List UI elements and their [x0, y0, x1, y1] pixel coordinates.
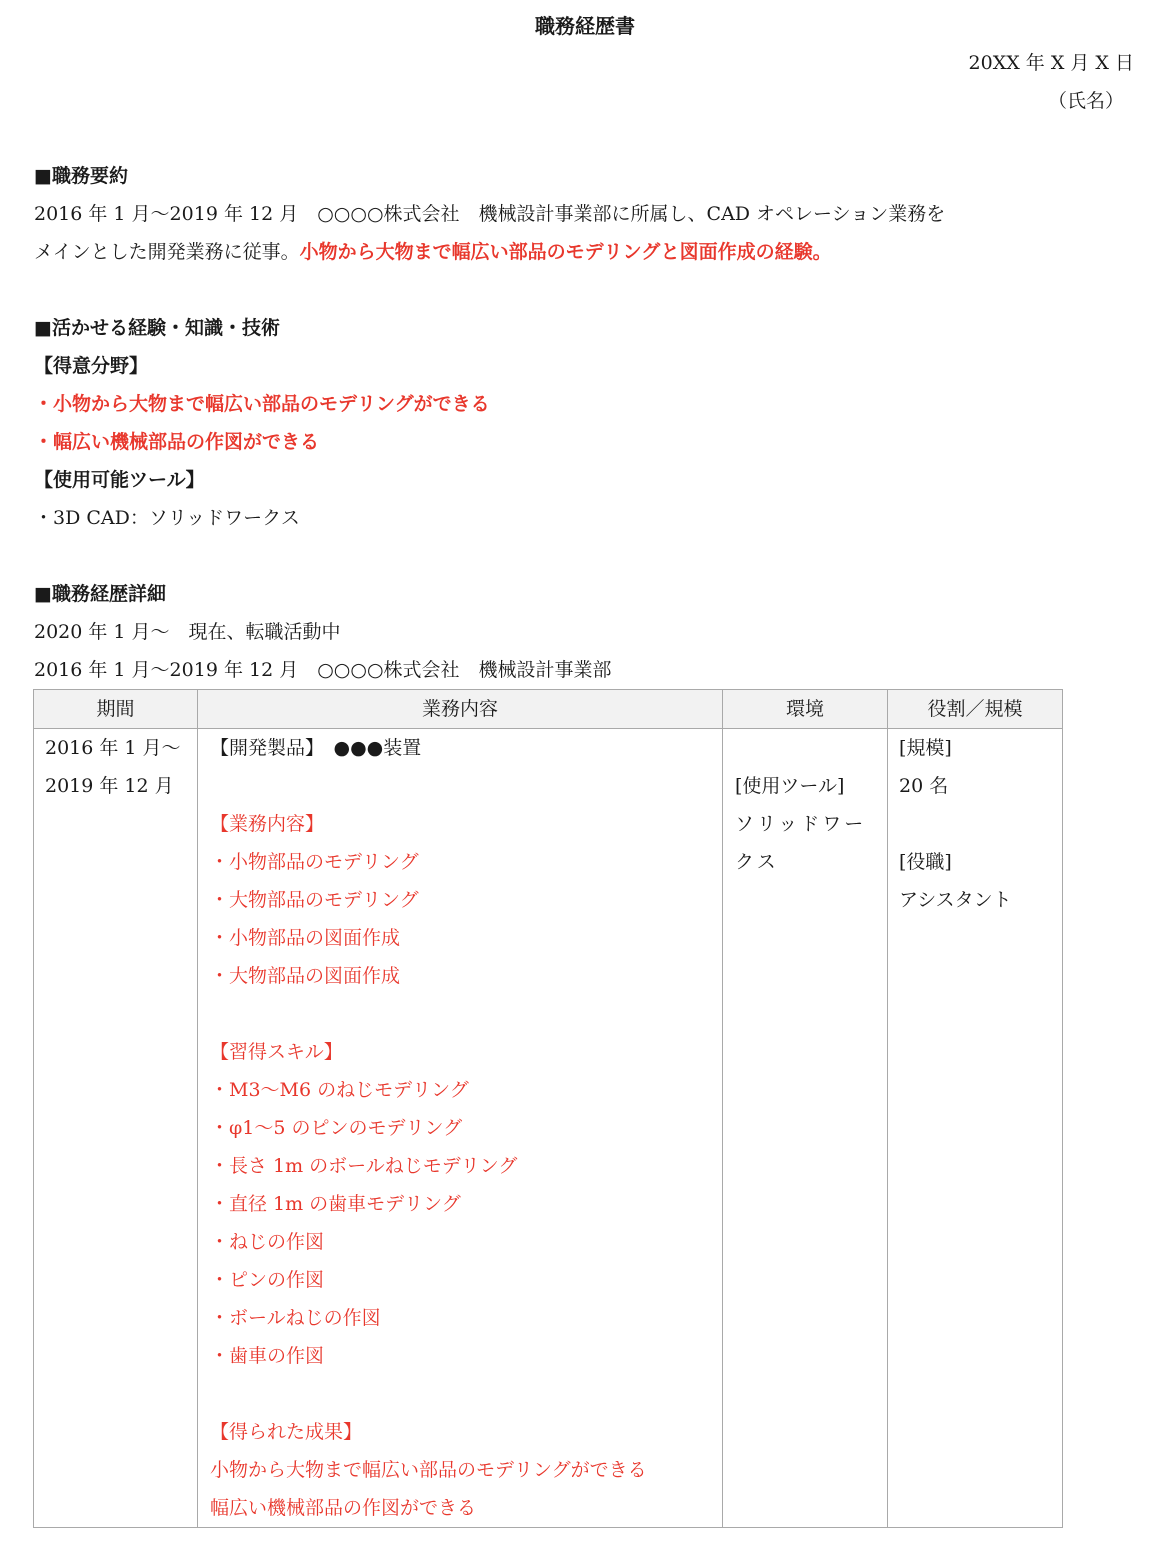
summary-line-2-highlight: 小物から大物まで幅広い部品のモデリングと図面作成の経験。 — [299, 241, 832, 263]
env-label: [使用ツール] — [735, 775, 845, 797]
document-title: 職務経歴書 — [535, 14, 635, 38]
summary-line-1: 2016 年 1 月〜2019 年 12 月 ○○○○株式会社 機械設計事業部に所属し、CAD オペレーション業務を — [34, 203, 946, 225]
header-content: 業務内容 — [198, 690, 723, 729]
acquired-item: ・歯車の作図 — [210, 1345, 325, 1367]
role-value: アシスタント — [899, 889, 1012, 911]
header-environment: 環境 — [723, 690, 888, 729]
period-end: 2019 年 12 月 — [45, 775, 174, 797]
details-line-current: 2020 年 1 月〜 現在、転職活動中 — [34, 621, 341, 643]
table-row — [34, 729, 1063, 1528]
product-line: 【開発製品】 ●●●装置 — [210, 737, 422, 759]
result-item: 幅広い機械部品の作図ができる — [210, 1497, 477, 1519]
acquired-item: ・ボールねじの作図 — [210, 1307, 381, 1329]
period-cell — [34, 729, 198, 1528]
tasks-heading: 【業務内容】 — [210, 813, 325, 835]
scale-value: 20 名 — [899, 775, 949, 797]
scale-label: [規模] — [899, 737, 952, 759]
role-scale-cell — [888, 729, 1063, 1528]
acquired-item: ・ねじの作図 — [210, 1231, 325, 1253]
task-item: ・大物部品の図面作成 — [210, 965, 401, 987]
strength-item: ・小物から大物まで幅広い部品のモデリングができる — [34, 393, 490, 415]
header-period: 期間 — [34, 690, 198, 729]
career-table — [33, 689, 1063, 1528]
strengths-heading: 【得意分野】 — [34, 355, 149, 377]
applicant-name: （氏名） — [1047, 90, 1124, 112]
acquired-item: ・φ1〜5 のピンのモデリング — [210, 1117, 463, 1139]
task-item: ・小物部品の図面作成 — [210, 927, 401, 949]
result-item: 小物から大物まで幅広い部品のモデリングができる — [210, 1459, 647, 1481]
content-cell — [198, 729, 723, 1528]
env-value: ソリッドワークス — [735, 813, 867, 873]
acquired-item: ・M3〜M6 のねじモデリング — [210, 1079, 469, 1101]
period-start: 2016 年 1 月〜 — [45, 737, 181, 759]
task-item: ・小物部品のモデリング — [210, 851, 419, 873]
role-label: [役職] — [899, 851, 952, 873]
summary-heading: ■職務要約 — [34, 165, 128, 187]
table-header-row — [34, 690, 1063, 729]
summary-line-2 — [34, 233, 832, 271]
acquired-item: ・長さ 1m のボールねじモデリング — [210, 1155, 518, 1177]
summary-line-2-plain: メインとした開発業務に従事。 — [34, 241, 300, 263]
results-heading: 【得られた成果】 — [210, 1421, 363, 1443]
document-date: 20XX 年 X 月 X 日 — [968, 52, 1134, 74]
environment-cell — [723, 729, 888, 1528]
tool-item: ・3D CAD：ソリッドワークス — [34, 507, 300, 529]
acquired-item: ・ピンの作図 — [210, 1269, 325, 1291]
tools-heading: 【使用可能ツール】 — [34, 469, 205, 491]
details-line-company: 2016 年 1 月〜2019 年 12 月 ○○○○株式会社 機械設計事業部 — [34, 659, 612, 681]
details-heading: ■職務経歴詳細 — [34, 583, 166, 605]
task-item: ・大物部品のモデリング — [210, 889, 419, 911]
skills-heading: ■活かせる経験・知識・技術 — [34, 317, 280, 339]
header-role-scale: 役割／規模 — [888, 690, 1063, 729]
acquired-item: ・直径 1m の歯車モデリング — [210, 1193, 461, 1215]
acquired-heading: 【習得スキル】 — [210, 1041, 343, 1063]
strength-item: ・幅広い機械部品の作図ができる — [34, 431, 320, 453]
